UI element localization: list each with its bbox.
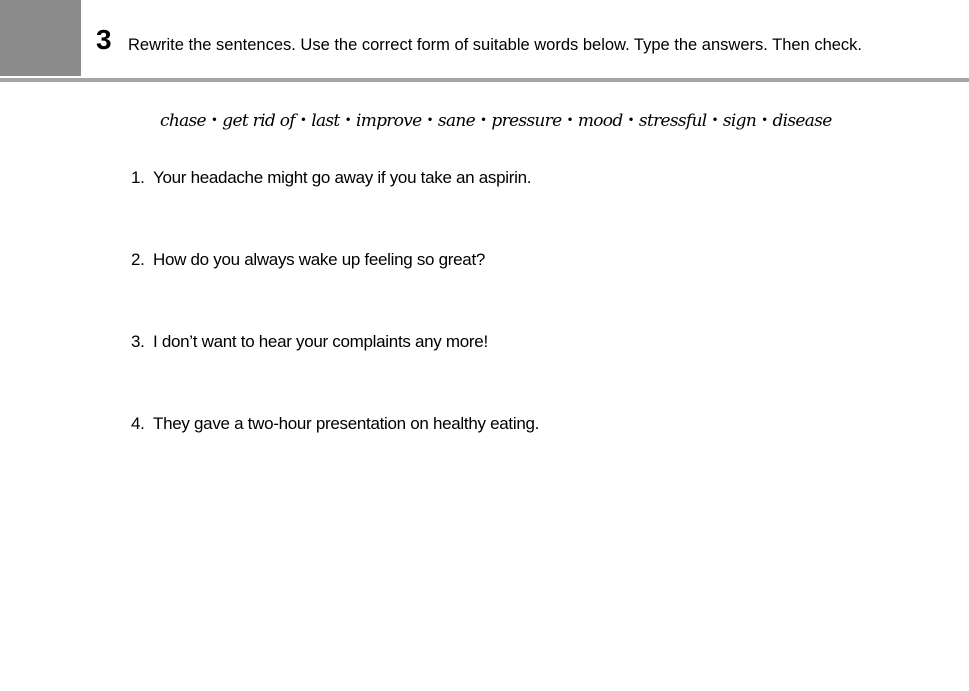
word-bank-item: chase xyxy=(160,111,206,131)
word-bank-item: disease xyxy=(772,111,832,131)
header-grey-block xyxy=(0,0,81,76)
sentence-item xyxy=(131,412,539,436)
word-bank xyxy=(160,109,832,134)
sentence-text: I don’t want to hear your complaints any more! xyxy=(153,332,488,351)
word-bank-item: sane xyxy=(437,111,475,131)
word-bank-item: get rid of xyxy=(222,111,295,131)
bullet-separator: • xyxy=(761,113,768,127)
sentence-text: They gave a two-hour presentation on healthy eating. xyxy=(153,414,540,433)
bullet-separator: • xyxy=(299,113,307,127)
sentence-text: How do you always wake up feeling so great? xyxy=(153,250,486,269)
sentence-number: 2. xyxy=(131,250,145,269)
sentence-item xyxy=(131,330,539,354)
word-bank-item: pressure xyxy=(491,111,562,131)
exercise-number: 3 xyxy=(96,24,112,55)
exercise-header xyxy=(0,0,969,78)
bullet-separator: • xyxy=(426,113,433,127)
exercise-instruction: Rewrite the sentences. Use the correct form of suitable words below. Type the answers. Then check. xyxy=(128,36,863,54)
word-bank-item: stressful xyxy=(638,111,707,131)
sentence-number: 4. xyxy=(131,414,145,433)
bullet-separator: • xyxy=(566,113,573,127)
sentence-text: Your headache might go away if you take an aspirin. xyxy=(153,168,532,187)
header-divider xyxy=(0,78,969,82)
word-bank-item: last xyxy=(311,111,340,131)
bullet-separator: • xyxy=(344,113,351,127)
word-bank-item: improve xyxy=(355,111,422,131)
word-bank-item: sign xyxy=(722,111,757,131)
bullet-separator: • xyxy=(210,113,218,127)
sentence-number: 3. xyxy=(131,332,145,351)
word-bank-item: mood xyxy=(577,111,623,131)
bullet-separator: • xyxy=(480,113,487,127)
sentence-item xyxy=(131,248,539,272)
sentence-number: 1. xyxy=(131,168,145,187)
sentence-item xyxy=(131,166,539,190)
sentence-list xyxy=(131,166,539,494)
bullet-separator: • xyxy=(627,113,634,127)
bullet-separator: • xyxy=(711,113,718,127)
